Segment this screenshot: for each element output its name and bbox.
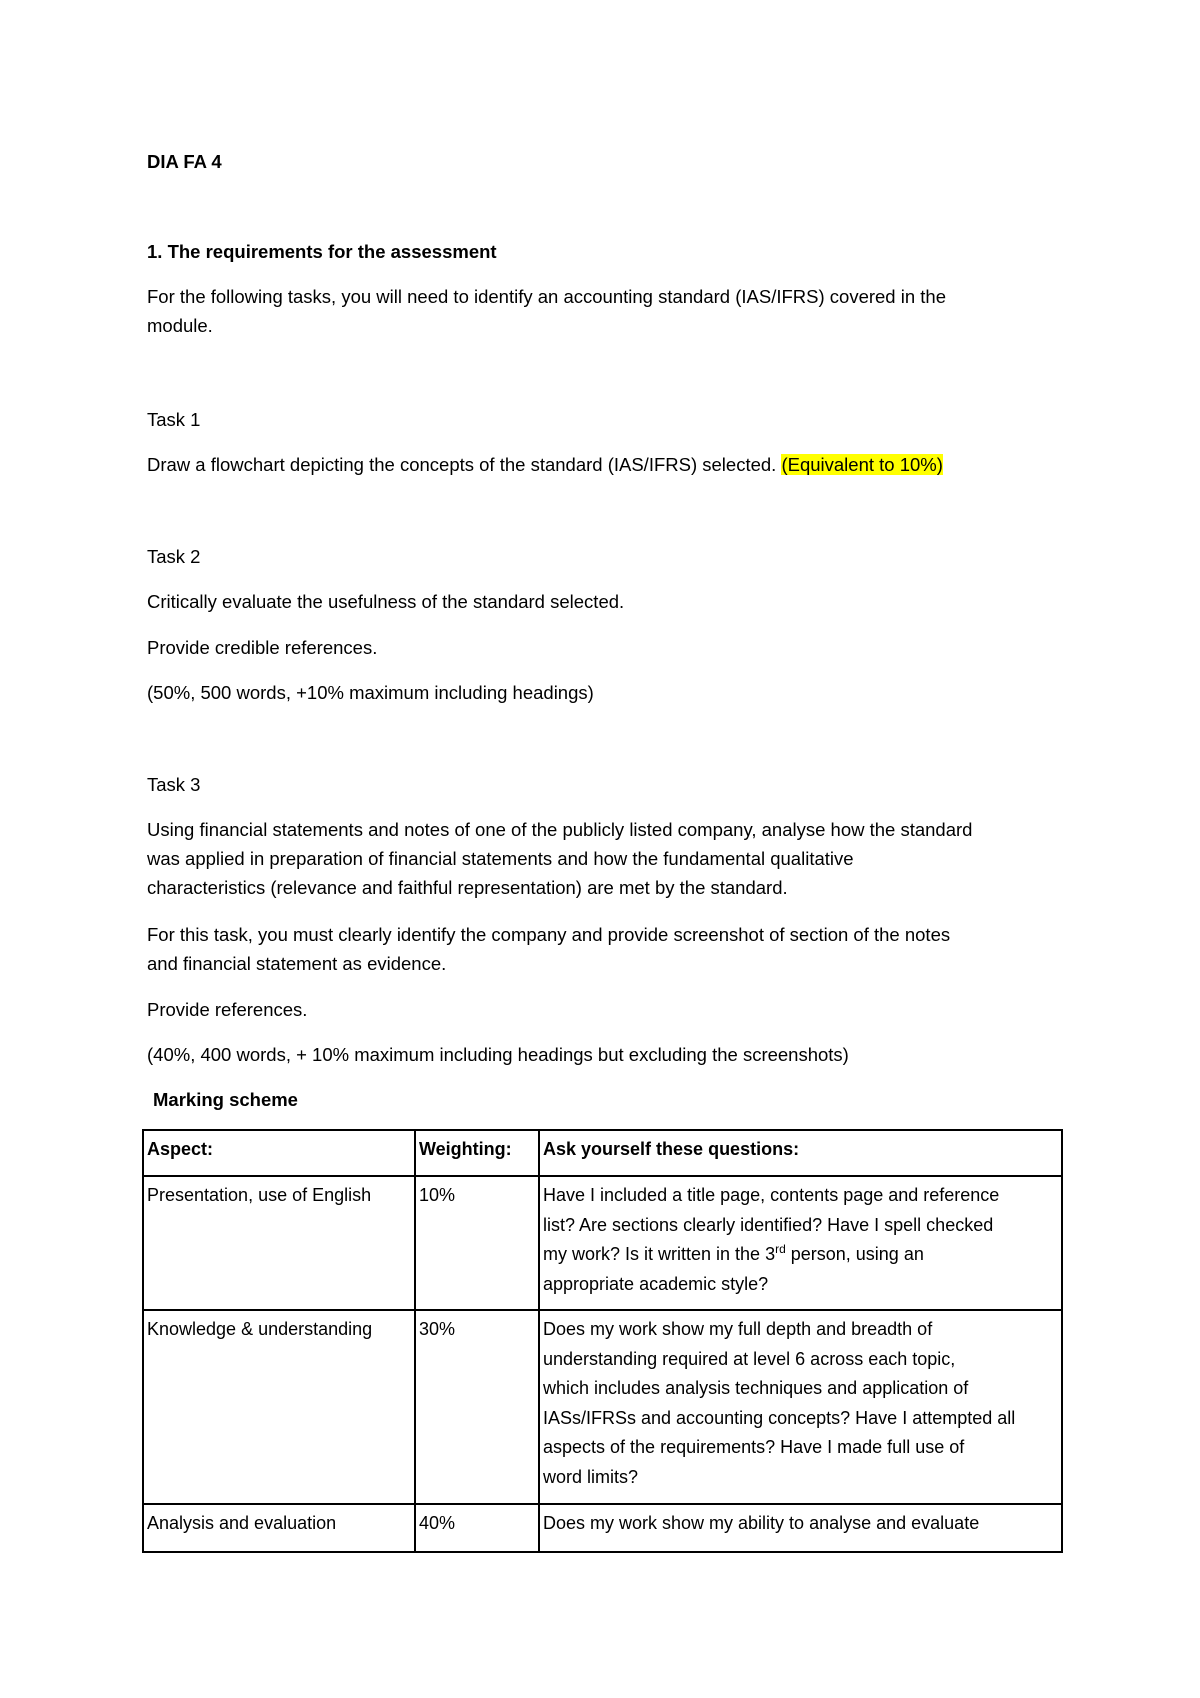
question-line: word limits? [543, 1466, 639, 1487]
question-line: Does my work show my ability to analyse and evaluate [543, 1513, 980, 1533]
intro-line-2: module. [147, 315, 213, 336]
row-questions [538, 1505, 1061, 1551]
header-weighting: Weighting: [414, 1131, 538, 1175]
task2-line-1: Critically evaluate the usefulness of the standard selected. [147, 591, 625, 612]
task2-line-3: (50%, 500 words, +10% maximum including headings) [147, 682, 594, 703]
task1-description: Draw a flowchart depicting the concepts of the standard (IAS/IFRS) selected. [147, 454, 782, 475]
section-heading: 1. The requirements for the assessment [147, 241, 497, 262]
task1-weight-highlight: (Equivalent to 10%) [781, 454, 943, 475]
question-line: aspects of the requirements? Have I made full use of [543, 1437, 965, 1457]
question-line: Does my work show my full depth and breadth of [543, 1319, 933, 1339]
task3-para2-line-2: and financial statement as evidence. [147, 953, 447, 974]
row-aspect: Knowledge & understanding [147, 1319, 373, 1339]
task3-label: Task 3 [147, 774, 201, 795]
question-text: my work? Is it written in the 3 [543, 1244, 776, 1264]
marking-scheme-heading: Marking scheme [153, 1089, 298, 1110]
task3-para2-line-1: For this task, you must clearly identify the company and provide screenshot of section of the notes [147, 924, 951, 945]
row-weighting: 40% [414, 1505, 538, 1551]
task2-line-2: Provide credible references. [147, 637, 378, 658]
row-weighting: 30% [414, 1311, 538, 1503]
intro-line-1: For the following tasks, you will need to identify an accounting standard (IAS/IFRS) covered in the [147, 286, 946, 307]
row-questions [538, 1311, 1061, 1503]
task1-text [147, 450, 943, 479]
header-questions: Ask yourself these questions: [538, 1131, 1061, 1175]
task3-limits: (40%, 400 words, + 10% maximum including headings but excluding the screenshots) [147, 1044, 849, 1065]
table-row [144, 1311, 1061, 1505]
question-line: appropriate academic style? [543, 1273, 769, 1294]
ordinal-superscript: rd [775, 1242, 786, 1256]
question-line: list? Are sections clearly identified? Have I spell checked [543, 1214, 994, 1235]
header-aspect: Aspect: [147, 1139, 214, 1159]
marking-scheme-table [142, 1129, 1063, 1553]
task3-references: Provide references. [147, 999, 308, 1020]
row-weighting: 10% [414, 1177, 538, 1309]
row-aspect: Analysis and evaluation [147, 1513, 337, 1533]
question-line: understanding required at level 6 across each topic, [543, 1348, 956, 1369]
row-questions [538, 1177, 1061, 1309]
question-line: which includes analysis techniques and application of [543, 1378, 969, 1398]
table-row [144, 1505, 1061, 1551]
question-text: person, using an [785, 1244, 924, 1264]
task1-label: Task 1 [147, 409, 201, 430]
document-title: DIA FA 4 [147, 151, 222, 172]
task3-para1-line-3: characteristics (relevance and faithful representation) are met by the standard. [147, 877, 788, 898]
question-line: IASs/IFRSs and accounting concepts? Have I attempted all [543, 1407, 1016, 1428]
table-header-row [144, 1131, 1061, 1177]
task3-para1-line-1: Using financial statements and notes of one of the publicly listed company, analyse how the standard [147, 819, 973, 840]
row-aspect: Presentation, use of English [147, 1185, 372, 1205]
question-line: Have I included a title page, contents page and reference [543, 1185, 1000, 1205]
task2-label: Task 2 [147, 546, 201, 567]
task3-para1-line-2: was applied in preparation of financial statements and how the fundamental qualitative [147, 848, 854, 869]
question-line [543, 1240, 1057, 1270]
table-row [144, 1177, 1061, 1311]
